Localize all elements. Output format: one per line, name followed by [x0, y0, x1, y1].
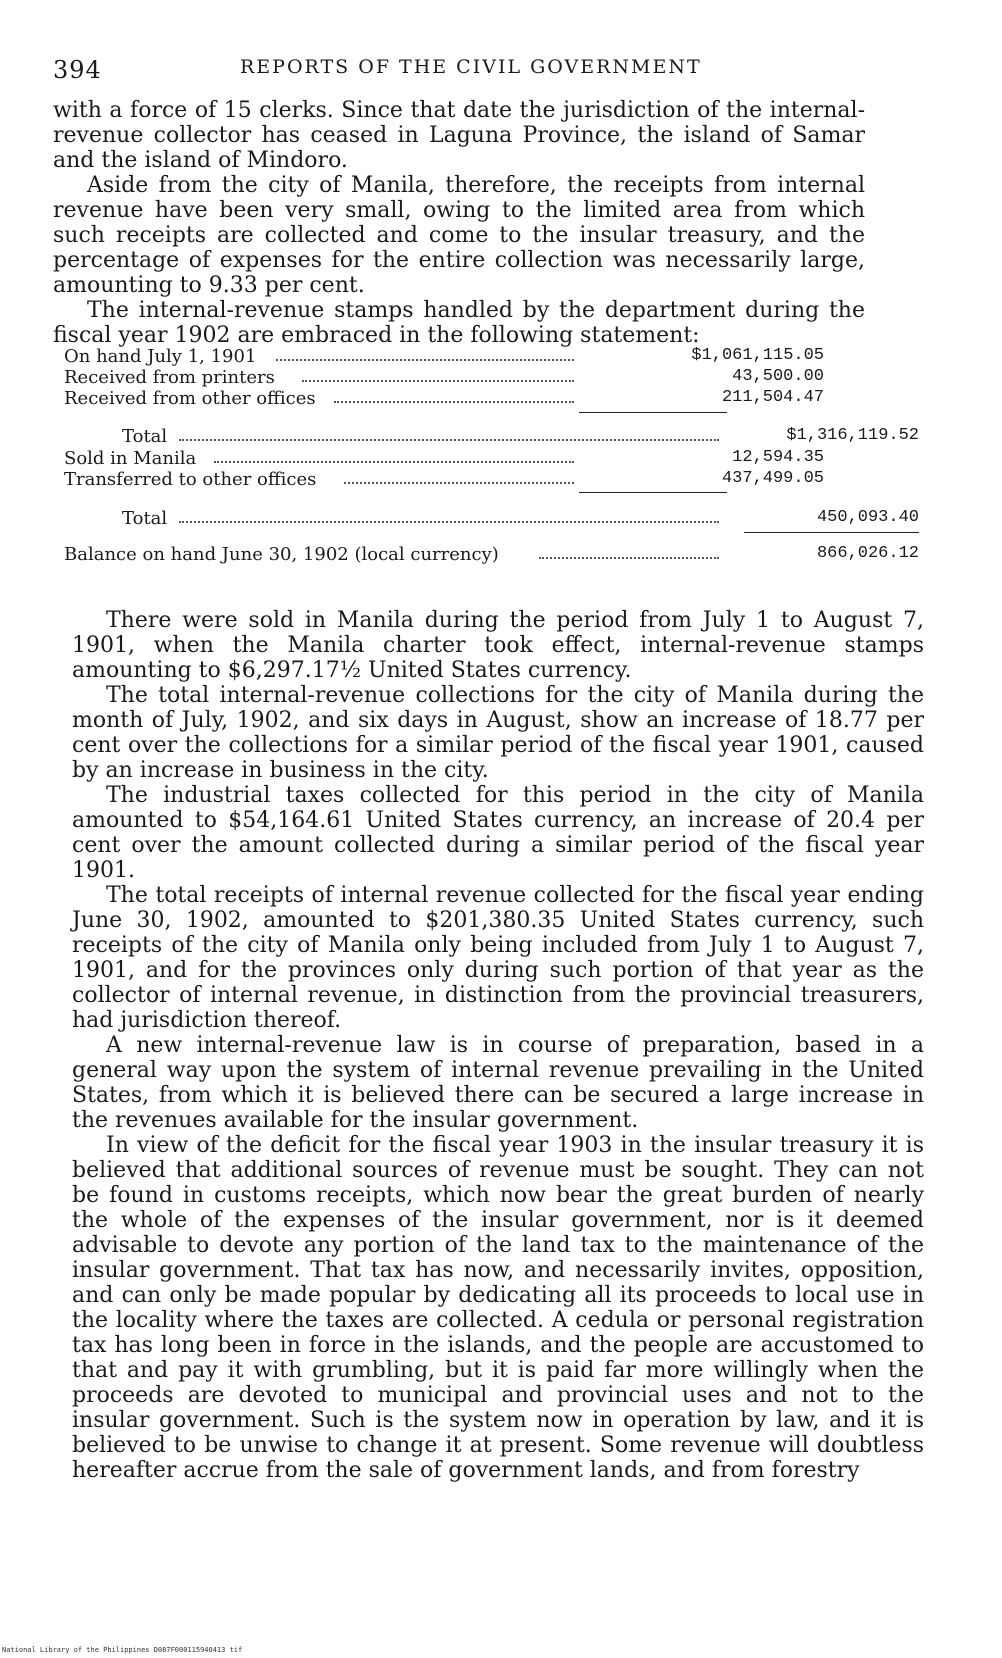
row-label: Total — [122, 508, 168, 529]
row-total: $1,316,119.52 — [786, 426, 919, 445]
row-total: 866,026.12 — [816, 544, 919, 563]
leader-dots — [302, 380, 574, 382]
row-amount: 211,504.47 — [721, 388, 824, 407]
paragraph: There were sold in Manila during the period from July 1 to August 7, 1901, when the Manila charter took effect, internal-revenue stamps amounting to $6,297.17½ United States currency. — [72, 608, 924, 683]
paragraph: Aside from the city of Manila, therefore, the receipts from internal revenue have been very small, owing to the limited area from which such receipts are collected and come to the insular treasury, and the percentage of expenses for the entire collection was necessarily large, amounting to 9.33 per cent. — [53, 173, 865, 298]
statement-row — [64, 469, 924, 491]
row-amount: 43,500.00 — [732, 367, 824, 386]
statement-row — [64, 388, 924, 410]
row-label: Sold in Manila — [64, 448, 197, 469]
paragraph: The total receipts of internal revenue collected for the fiscal year ending June 30, 1902, amounted to $201,380.35 United States currency, such receipts of the city of Manila only being included from July 1 to August 7, 1901, and for the provinces only during such portion of that year as the collector of internal revenue, in distinction from the provincial treasurers, had jurisdiction thereof. — [72, 883, 924, 1033]
total-rule — [744, 532, 919, 533]
leader-dots — [179, 439, 719, 441]
statement-row — [64, 426, 924, 448]
row-label: Total — [122, 426, 168, 447]
row-amount: $1,061,115.05 — [691, 346, 824, 365]
paragraph: The industrial taxes collected for this period in the city of Manila amounted to $54,164.61 United States currency, an increase of 20.4 per cent over the amount collected during a similar period of the fiscal year 1901. — [72, 783, 924, 883]
leader-dots — [334, 401, 574, 403]
statement-row — [64, 346, 924, 368]
running-head: REPORTS OF THE CIVIL GOVERNMENT — [240, 56, 702, 78]
paragraph: A new internal-revenue law is in course of preparation, based in a general way upon the system of internal revenue prevailing in the United States, from which it is believed there can be secured a large increase in the revenues available for the insular government. — [72, 1033, 924, 1133]
row-label: Transferred to other offices — [64, 469, 317, 490]
body-text — [72, 608, 924, 1483]
intro-text — [53, 98, 865, 348]
row-label: On hand July 1, 1901 — [64, 346, 257, 367]
subtotal-rule — [579, 492, 727, 493]
leader-dots — [276, 359, 574, 361]
row-total: 450,093.40 — [816, 508, 919, 527]
leader-dots — [214, 461, 574, 463]
statement-row — [64, 544, 924, 566]
paragraph: The total internal-revenue collections for the city of Manila during the month of July, 1902, and six days in August, show an increase of 18.77 per cent over the collections for a similar period of the fiscal year 1901, caused by an increase in business in the city. — [72, 683, 924, 783]
row-amount: 437,499.05 — [721, 469, 824, 488]
paragraph: The internal-revenue stamps handled by the department during the fiscal year 1902 are embraced in the following statement: — [53, 298, 865, 348]
leader-dots — [179, 521, 719, 523]
paragraph: In view of the deficit for the fiscal year 1903 in the insular treasury it is believed that additional sources of revenue must be sought. They can not be found in customs receipts, which now bear the great burden of nearly the whole of the expenses of the insular government, nor is it deemed advisable to devote any portion of the land tax to the maintenance of the insular government. That tax has now, and necessarily invites, opposition, and can only be made popular by dedicating all its proceeds to local use in the locality where the taxes are collected. A cedula or personal registration tax has long been in force in the islands, and the people are accustomed to that and pay it with grumbling, but it is paid far more willingly when the proceeds are devoted to municipal and provincial uses and not to the insular government. Such is the system now in operation by law, and it is believed to be unwise to change it at present. Some revenue will doubtless hereafter accrue from the sale of government lands, and from forestry — [72, 1133, 924, 1483]
leader-dots — [539, 557, 719, 559]
statement-row — [64, 508, 924, 530]
row-amount: 12,594.35 — [732, 448, 824, 467]
subtotal-rule — [579, 412, 727, 413]
statement-row — [64, 367, 924, 389]
leader-dots — [344, 482, 574, 484]
page-number: 394 — [53, 56, 102, 84]
paragraph: with a force of 15 clerks. Since that date the jurisdiction of the internal-revenue collector has ceased in Laguna Province, the island of Samar and the island of Mindoro. — [53, 98, 865, 173]
statement-row — [64, 448, 924, 470]
row-label: Received from other offices — [64, 388, 316, 409]
scan-credit: National Library of the Philippines D087F000115940413 tif — [2, 1646, 243, 1654]
row-label: Received from printers — [64, 367, 275, 388]
stamp-statement — [64, 346, 924, 566]
row-label: Balance on hand June 30, 1902 (local currency) — [64, 544, 499, 565]
